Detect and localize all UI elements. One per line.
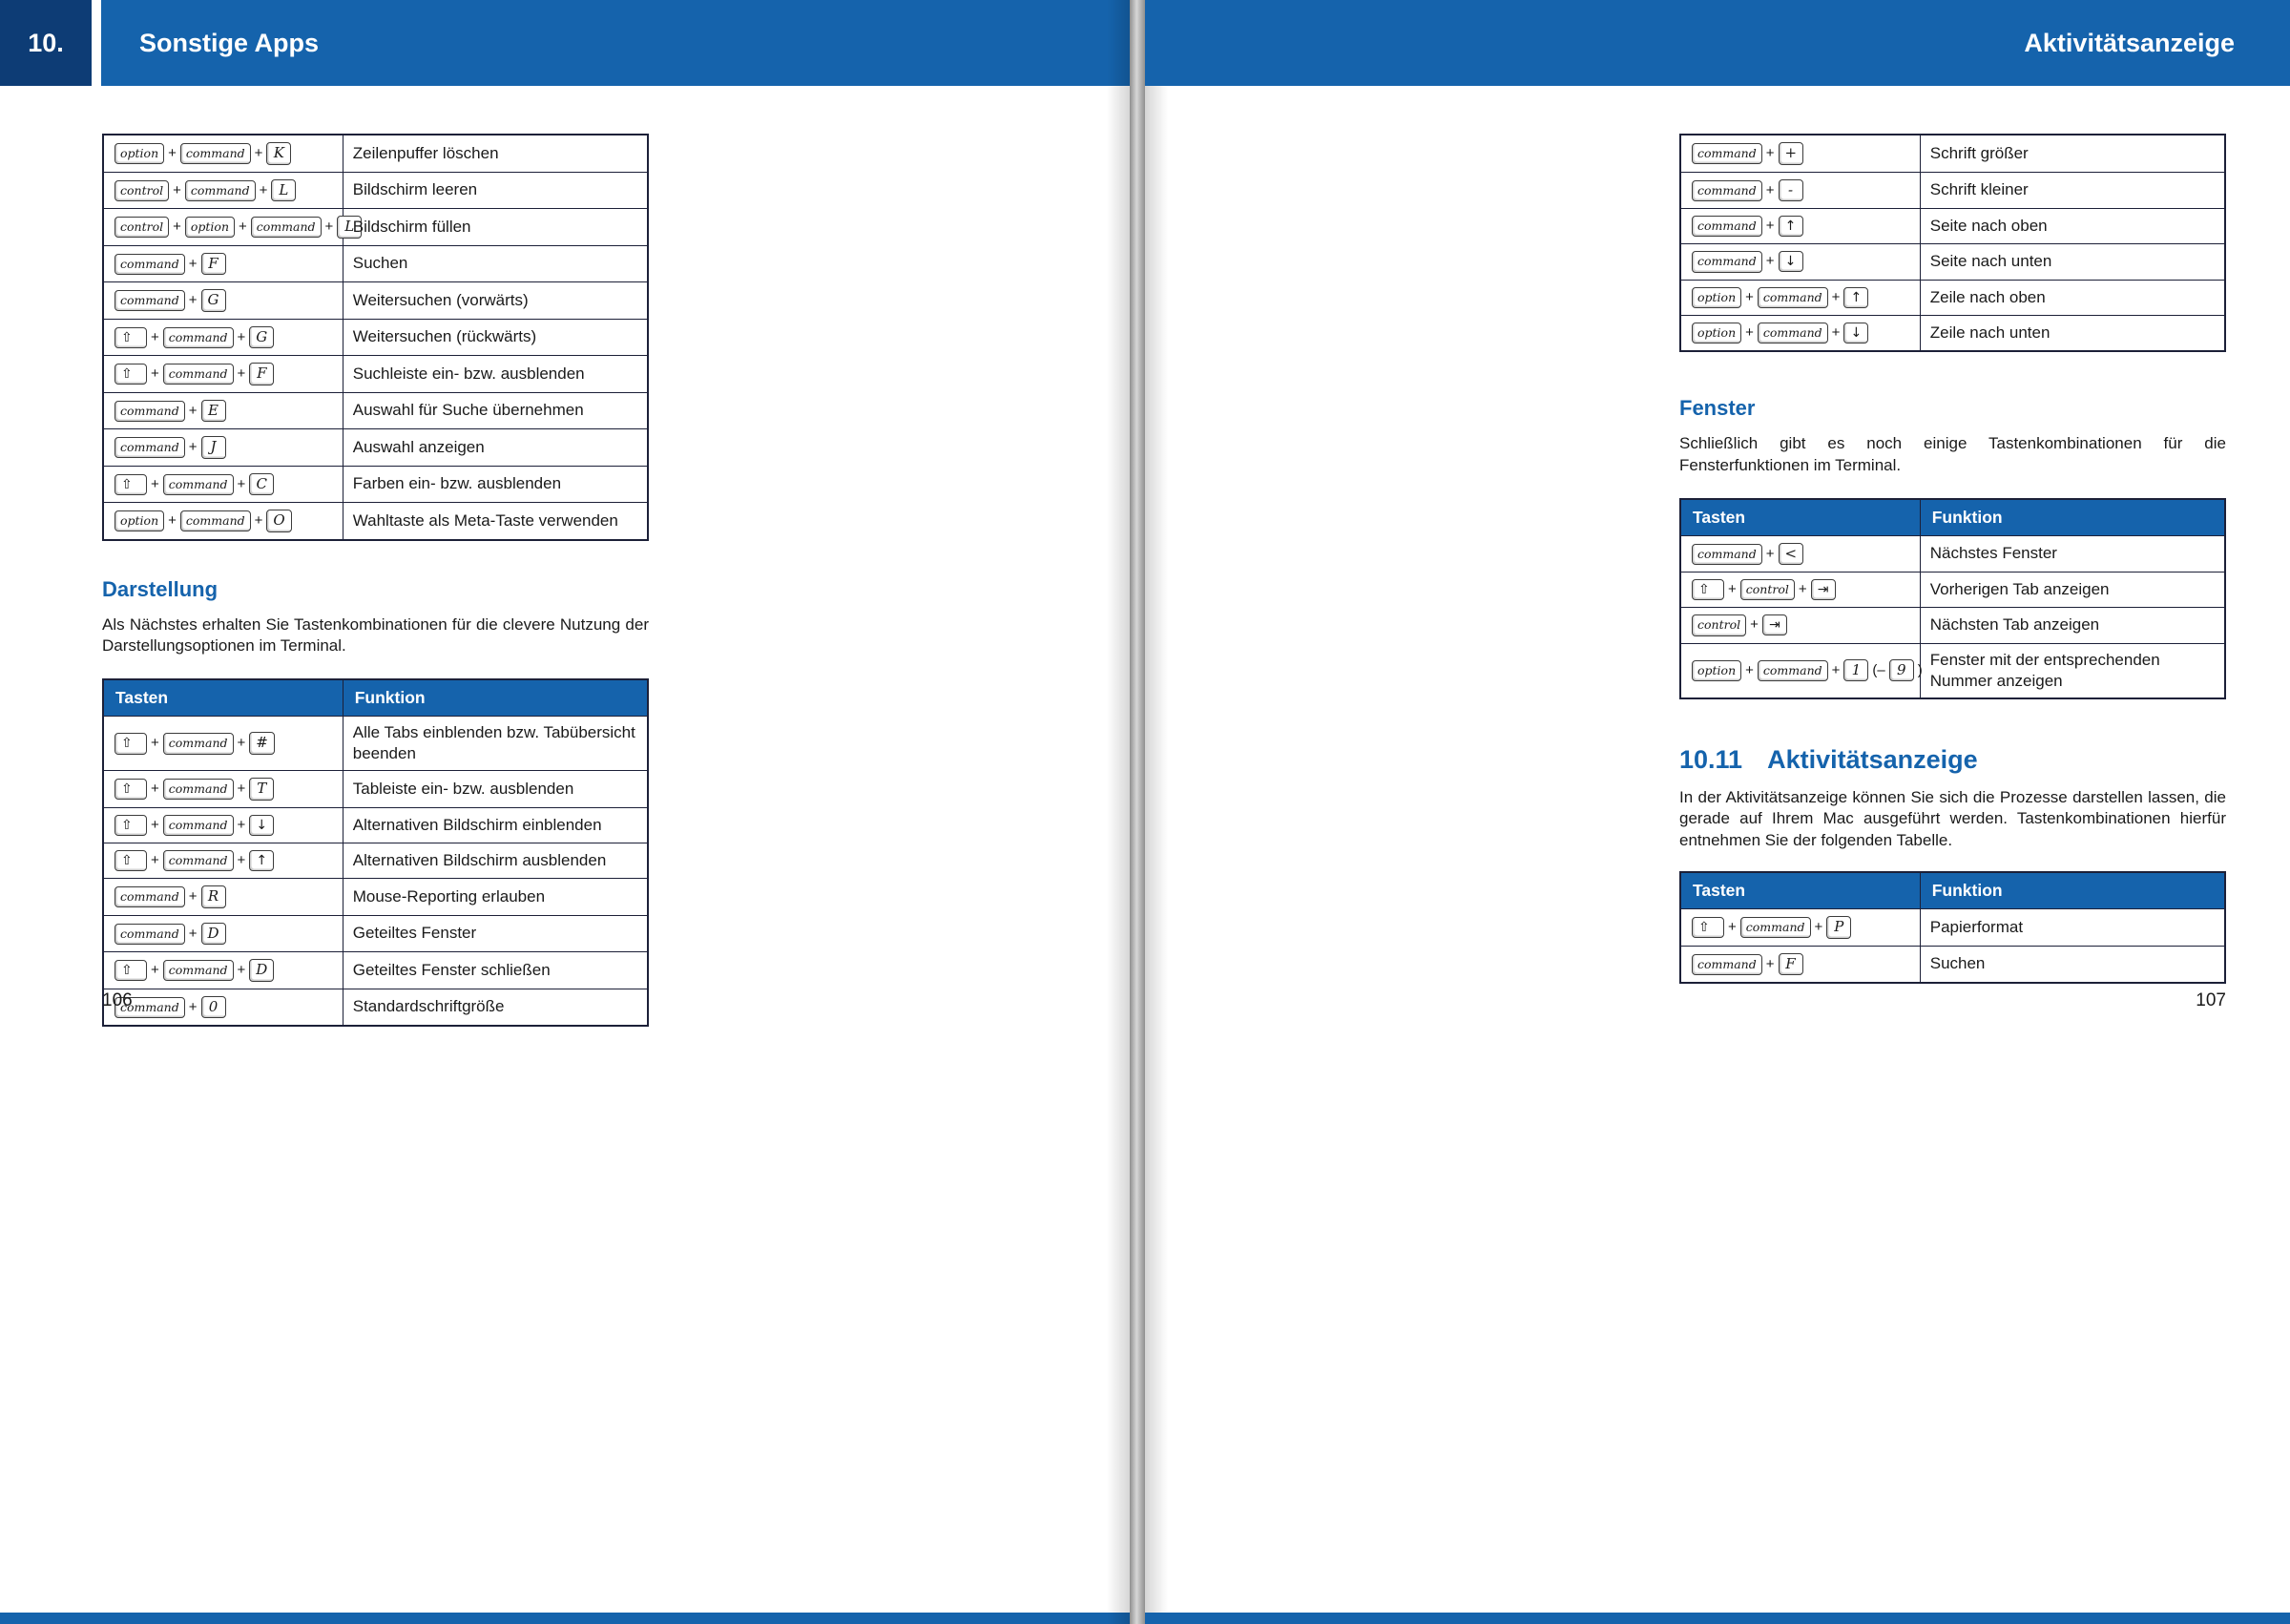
function-cell: Nächstes Fenster [1920,535,2225,573]
key-separator: + [1831,323,1841,341]
key-arrow-up-keycap: ↑ [1843,287,1868,308]
key-separator: + [188,925,198,942]
keys-cell [103,771,343,808]
keys-cell [1680,909,1920,947]
shortcut-row [1680,172,2225,209]
shortcut-row [103,282,648,320]
key-zero-keycap: 0 [201,996,226,1019]
key-command-keycap: command [1692,143,1762,164]
keys-cell [1680,280,1920,315]
function-cell: Bildschirm leeren [343,172,648,209]
key-shift-keycap: ⇧ [114,779,147,800]
page-left [0,0,1130,1624]
shortcut-row [103,915,648,952]
key-command-keycap: command [163,850,234,871]
header-bar-divider [92,0,101,86]
function-cell: Geteiltes Fenster [343,915,648,952]
keys-cell [1680,946,1920,983]
key-option-keycap: option [1692,287,1741,308]
key-plus-keycap: + [1779,142,1804,165]
table-aktivitaetsanzeige-wrap [1679,871,2226,984]
right-header-bar [1145,0,2290,86]
key-k-keycap: K [266,142,291,165]
column-header-tasten: Tasten [1680,499,1920,536]
key-separator: + [1765,545,1775,562]
key-separator: + [237,735,246,752]
shortcut-row [103,245,648,282]
keys-cell [1680,535,1920,573]
key-shift-keycap: ⇧ [114,474,147,495]
keys-cell [103,952,343,989]
shortcut-row [1680,643,2225,698]
shortcut-row [103,989,648,1026]
key-command-keycap: command [163,733,234,754]
keys-cell [103,717,343,771]
key-option-keycap: option [114,143,164,164]
key-separator: + [1765,181,1775,198]
key-shift-keycap: ⇧ [114,733,147,754]
keys-cell [103,172,343,209]
paragraph-aktivitaetsanzeige: In der Aktivitätsanzeige können Sie sich die Prozesse darstellen lassen, die gerade auf Ihrem Mac ausgeführt werden. Tastenkombinationen hierfür entnehmen Sie der folgenden Tabelle. [1679,787,2226,850]
table-header-row [103,679,648,717]
column-header-tasten: Tasten [1680,872,1920,909]
darstellung-shortcuts-table [102,678,649,1027]
column-header-funktion: Funktion [1920,872,2225,909]
keys-cell [103,282,343,320]
shortcut-row [103,466,648,503]
key-option-keycap: option [185,217,235,238]
key-separator: + [188,998,198,1015]
keys-cell [1680,244,1920,280]
key-shift-keycap: ⇧ [1692,917,1724,938]
function-cell: Schrift größer [1920,135,2225,172]
table-darstellung-wrap [102,678,649,1027]
function-cell: Bildschirm füllen [343,209,648,246]
keys-cell [1680,209,1920,244]
shortcut-row [1680,280,2225,315]
key-separator: + [1765,218,1775,234]
key-control-keycap: control [114,217,169,238]
key-separator: + [237,962,246,979]
key-separator: + [237,851,246,868]
key-command-keycap: command [114,924,185,945]
function-cell: Weitersuchen (rückwärts) [343,319,648,356]
function-cell: Nächsten Tab anzeigen [1920,608,2225,643]
keys-cell [1680,573,1920,608]
key-separator: + [1745,323,1754,341]
key-command-keycap: command [180,510,251,531]
function-cell: Mouse-Reporting erlauben [343,879,648,916]
keys-cell [1680,172,1920,209]
key-command-keycap: command [1740,917,1811,938]
key-c-keycap: C [249,473,274,496]
shortcut-row [103,356,648,393]
key-separator: + [168,145,177,161]
right-footer-bar [1145,1613,2290,1624]
keys-cell [103,209,355,246]
key-separator: + [188,402,198,419]
key-j-keycap: J [201,436,226,459]
function-cell: Zeilenpuffer löschen [343,135,648,172]
keys-cell [103,466,343,503]
keys-cell [103,429,343,467]
table-header-row [1680,872,2225,909]
key-separator: + [1765,955,1775,972]
key-tab-keycap: ⇥ [1811,579,1836,600]
keys-cell [103,319,343,356]
key-command-keycap: command [163,779,234,800]
key-g-keycap: G [201,289,226,312]
table-terminal-continuation-wrap [102,134,649,541]
function-cell: Suchen [1920,946,2225,983]
key-one-keycap: 1 [1843,659,1868,682]
shortcut-row [103,952,648,989]
function-cell: Seite nach oben [1920,209,2225,244]
key-command-keycap: command [163,960,234,981]
function-cell: Wahltaste als Meta-Taste verwenden [343,503,648,540]
key-command-keycap: command [114,401,185,422]
right-content-column [1679,134,2226,984]
key-option-keycap: option [114,510,164,531]
key-separator: + [188,292,198,308]
key-shift-keycap: ⇧ [1692,579,1724,600]
page-gutter [1130,0,1145,1624]
key-separator: + [151,781,159,798]
page-right [1145,0,2290,1624]
key-separator: + [237,475,246,492]
shortcut-row [103,135,648,172]
key-separator: + [151,365,159,382]
keys-cell [103,503,343,540]
function-cell: Weitersuchen (vorwärts) [343,282,648,320]
key-separator: + [173,219,181,235]
key-nine-keycap: 9 [1889,659,1914,682]
key-separator: + [237,365,246,382]
shortcut-row [103,879,648,916]
key-separator: + [1814,919,1823,936]
keys-cell [1680,643,1923,698]
function-cell: Vorherigen Tab anzeigen [1920,573,2225,608]
function-cell: Alternativen Bildschirm ausblenden [343,843,648,878]
shortcut-row [103,807,648,843]
function-cell: Alternativen Bildschirm einblenden [343,807,648,843]
key-l-keycap: L [271,179,296,202]
chapter-number-box: 10. [0,0,92,86]
key-command-keycap: command [1758,287,1828,308]
keys-cell [1680,315,1920,351]
key-separator: + [151,735,159,752]
key-command-keycap: command [163,474,234,495]
shortcut-row [103,843,648,878]
function-cell: Suchleiste ein- bzw. ausblenden [343,356,648,393]
key-separator: + [237,781,246,798]
column-header-funktion: Funktion [1920,499,2225,536]
shortcut-row [1680,608,2225,643]
key-separator: + [151,475,159,492]
column-header-tasten: Tasten [103,679,343,717]
function-cell: Fenster mit der entsprechenden Nummer anzeigen [1920,643,2225,698]
key-f-keycap: F [249,363,274,385]
key-separator: + [1831,288,1841,305]
key-separator: + [254,145,263,161]
paragraph-darstellung: Als Nächstes erhalten Sie Tastenkombinationen für die clevere Nutzung der Darstellungsoptionen im Terminal. [102,614,649,656]
function-cell: Papierformat [1920,909,2225,947]
key-separator: + [1728,919,1737,936]
key-separator: + [1728,581,1737,598]
keys-cell [103,356,343,393]
keys-cell [103,915,343,952]
right-header-fill [1145,0,2290,86]
heading-fenster: Fenster [1679,396,1756,420]
key-command-keycap: command [163,815,234,836]
key-separator: + [151,851,159,868]
key-separator: + [1765,145,1775,161]
left-footer-bar [0,1613,1130,1624]
left-header-fill [101,0,1130,86]
right-running-title: Aktivitätsanzeige [2024,28,2235,57]
key-arrow-up-keycap: ↑ [249,850,274,871]
terminal-shortcuts-continuation-table [102,134,649,541]
heading-darstellung: Darstellung [102,576,219,601]
key-hash-keycap: # [249,732,275,755]
key-command-keycap: command [114,290,185,311]
key-command-keycap: command [1692,216,1762,237]
key-p-keycap: P [1826,916,1851,939]
key-e-keycap: E [201,400,226,423]
function-cell: Tableiste ein- bzw. ausblenden [343,771,648,808]
key-arrow-down-keycap: ↓ [1843,323,1868,344]
key-separator: + [237,816,246,833]
key-separator: + [259,181,268,198]
key-separator: + [1798,581,1807,598]
key-f-keycap: F [201,253,226,276]
left-header-bar [0,0,1130,86]
keys-cell [103,245,343,282]
key-command-keycap: command [114,886,185,907]
key-command-keycap: command [114,997,185,1018]
key-separator: + [1831,661,1841,678]
shortcut-row [1680,573,2225,608]
function-cell: Alle Tabs einblenden bzw. Tabübersicht beenden [343,717,648,771]
key-separator: + [151,816,159,833]
key-arrow-up-keycap: ↑ [1779,216,1803,237]
key-separator: + [188,439,198,455]
key-arrow-down-keycap: ↓ [1779,251,1803,272]
shortcut-row [103,209,648,246]
key-command-keycap: command [1758,660,1828,681]
key-control-keycap: control [1692,614,1746,635]
key-separator: + [254,512,263,529]
key-command-keycap: command [163,327,234,348]
key-option-keycap: option [1692,323,1741,344]
key-tab-keycap: ⇥ [1762,614,1787,635]
key-separator: + [239,219,247,235]
activity-shortcuts-continuation-table [1679,134,2226,352]
shortcut-row [103,172,648,209]
keys-cell [103,807,343,843]
key-f-keycap: F [1779,953,1803,976]
key-shift-keycap: ⇧ [114,850,147,871]
function-cell: Standardschriftgröße [343,989,648,1026]
keys-cell [103,879,343,916]
key-command-keycap: command [180,143,251,164]
function-cell: Geteiltes Fenster schließen [343,952,648,989]
shortcut-row [103,429,648,467]
key-shift-keycap: ⇧ [114,327,147,348]
key-shift-keycap: ⇧ [114,815,147,836]
key-command-keycap: command [163,364,234,385]
key-arrow-down-keycap: ↓ [249,815,274,836]
key-command-keycap: command [1692,180,1762,201]
section-number: 10.11 [1679,744,1743,774]
keys-cell [103,135,343,172]
paragraph-fenster: Schließlich gibt es noch einige Tastenkombinationen für die Fensterfunktionen im Terminal. [1679,434,2226,474]
keys-cell [1680,608,1920,643]
function-cell: Farben ein- bzw. ausblenden [343,466,648,503]
table-right-continuation-wrap [1679,134,2226,352]
keys-cell [1680,135,1920,172]
keys-cell [103,989,343,1026]
keys-cell [103,843,343,878]
key-separator: + [188,888,198,906]
key-separator: + [1765,253,1775,270]
key-command-keycap: command [114,437,185,458]
key-command-keycap: command [114,254,185,275]
function-cell: Schrift kleiner [1920,172,2225,209]
key-separator: + [168,512,177,529]
key-separator: + [324,219,334,235]
function-cell: Suchen [343,245,648,282]
key-separator: + [1745,661,1754,678]
shortcut-row [1680,209,2225,244]
shortcut-row [103,771,648,808]
shortcut-row [1680,535,2225,573]
table-fenster-wrap [1679,498,2226,699]
key-separator: + [1750,616,1759,634]
key-control-keycap: control [1740,579,1795,600]
key-control-keycap: control [114,180,169,201]
key-command-keycap: command [1692,544,1762,565]
shortcut-row [103,503,648,540]
fenster-shortcuts-table [1679,498,2226,699]
key-command-keycap: command [185,180,256,201]
key-l-keycap: L [337,216,362,239]
key-command-keycap: command [251,217,322,238]
key-option-keycap: option [1692,660,1741,681]
shortcut-row [103,319,648,356]
table-header-row [1680,499,2225,536]
shortcut-row [1680,315,2225,351]
shortcut-row [1680,135,2225,172]
key-shift-keycap: ⇧ [114,364,147,385]
key-command-keycap: command [1758,323,1828,344]
key-separator: + [188,255,198,272]
key-separator: + [151,962,159,979]
function-cell: Auswahl anzeigen [343,429,648,467]
shortcut-row [103,392,648,429]
function-cell: Seite nach unten [1920,244,2225,280]
key-o-keycap: O [266,510,291,532]
key-command-keycap: command [1692,251,1762,272]
section-title: Aktivitätsanzeige [1767,744,1978,774]
shortcut-row [103,717,648,771]
shortcut-row [1680,946,2225,983]
shortcut-row [1680,244,2225,280]
left-content-column [102,134,649,1027]
page-number-left: 106 [102,990,133,1010]
left-running-title: Sonstige Apps [139,28,320,57]
key-separator: + [173,181,181,198]
key-t-keycap: T [249,778,274,801]
aktivitaetsanzeige-shortcuts-table [1679,871,2226,984]
key-less-than-keycap: < [1779,543,1804,566]
key-g-keycap: G [249,326,274,349]
key-separator: ) [1917,661,1923,678]
key-separator: + [1745,288,1754,305]
page-number-right: 107 [2196,990,2226,1010]
shortcut-row [1680,909,2225,947]
function-cell: Zeile nach oben [1920,280,2225,315]
keys-cell [103,392,343,429]
column-header-funktion: Funktion [343,679,648,717]
key-shift-keycap: ⇧ [114,960,147,981]
key-r-keycap: R [201,885,226,908]
function-cell: Auswahl für Suche übernehmen [343,392,648,429]
key-d-keycap: D [201,923,226,946]
section-heading-aktivitaetsanzeige [1679,745,2226,775]
key-minus-keycap: - [1779,179,1803,202]
function-cell: Zeile nach unten [1920,315,2225,351]
key-d-keycap: D [249,959,274,982]
key-separator: + [237,328,246,345]
key-separator: + [151,328,159,345]
key-separator: (– [1872,661,1885,678]
key-command-keycap: command [1692,954,1762,975]
